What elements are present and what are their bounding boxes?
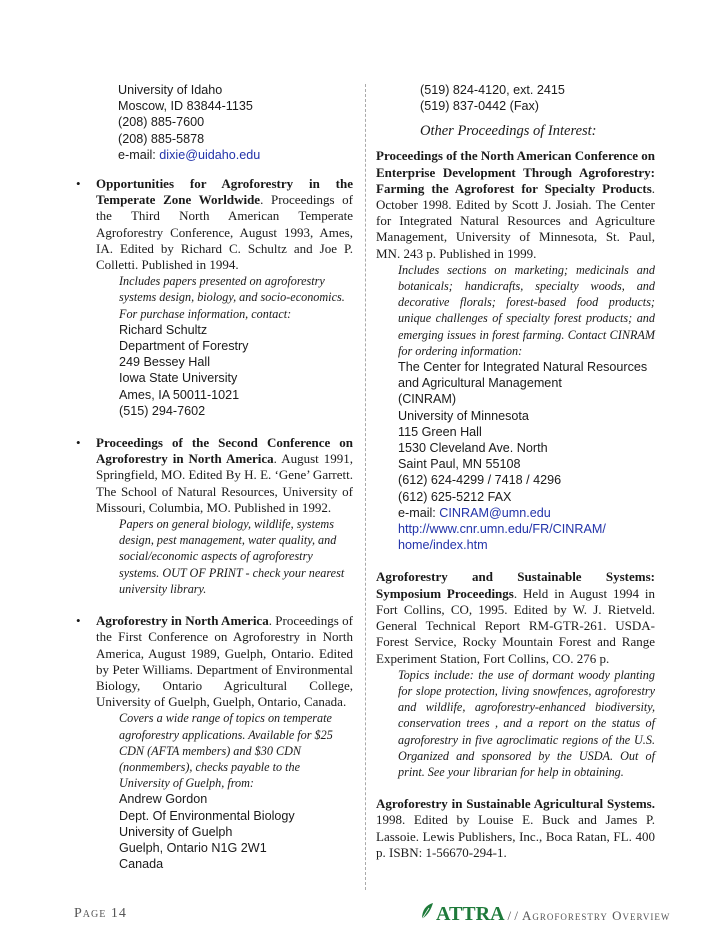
contact-line: Saint Paul, MN 55108 <box>398 457 521 472</box>
email-link[interactable]: CINRAM@umn.edu <box>439 505 551 520</box>
page-number: Page 14 <box>74 906 127 921</box>
contact-email <box>398 505 655 521</box>
footer-brand <box>420 902 670 926</box>
contact-line: (519) 837-0442 (Fax) <box>420 99 540 114</box>
entry-title: Proceedings of the North American Conference on Enterprise Development Through Agroforestry: Farming the Agroforest for Specialty Products <box>376 148 655 196</box>
url-line <box>398 521 655 537</box>
contact-line: (208) 885-7600 <box>118 115 205 130</box>
column-divider <box>365 84 366 890</box>
bullet-icon: • <box>76 435 81 451</box>
contact-line: University of Guelph <box>119 824 233 839</box>
footer-title: Agroforestry Overview <box>522 908 671 923</box>
proceedings-entry <box>376 148 655 261</box>
contact-line: Department of Forestry <box>119 339 249 354</box>
contact-line: Canada <box>119 857 164 872</box>
bullet-item <box>74 613 353 710</box>
entry-body: . October 1998. Edited by Scott J. Josiah. The Center for Integrated Natural Resources and Agriculture Management, University of Minnesota, St. Paul, MN. 243 p. Published in 1999. <box>376 180 655 261</box>
bullet-item <box>74 176 353 273</box>
contact-line: Iowa State University <box>119 371 238 386</box>
attra-logo <box>420 902 505 926</box>
contact-line: (515) 294-7602 <box>119 403 206 418</box>
contact-line: (519) 824-4120, ext. 2415 <box>420 83 565 97</box>
contact-line: University of Minnesota <box>398 408 529 423</box>
url-link[interactable]: http://www.cnr.umn.edu/FR/CINRAM/ <box>398 522 606 537</box>
item-title: Proceedings of the Second Conference on Agroforestry in North America <box>96 435 353 467</box>
item-title: Opportunities for Agroforestry in the Temperate Zone Worldwide <box>96 176 353 208</box>
item-details <box>74 710 353 872</box>
item-note: Covers a wide range of topics on temperate agroforestry applications. Available for $25 CDN (AFTA members) and $30 CDN (nonmembers), checks payable to the University of Guelph, from: <box>119 711 333 791</box>
contact-line: 249 Bessey Hall <box>119 355 211 370</box>
bullet-item <box>74 435 353 516</box>
item-details <box>74 273 353 419</box>
footer-separator: / / <box>507 908 519 923</box>
contact-line: 1530 Cleveland Ave. North <box>398 441 548 456</box>
contact-line: (208) 885-5878 <box>118 131 205 146</box>
entry-note: Includes sections on marketing; medicinals and botanicals; handicrafts, specialty woods, and decorative florals; forest-based food products; unique challenges of specialty forest products; and emerging issues in forest farming. Contact CINRAM for ordering information: <box>398 262 655 358</box>
entry-title: Agroforestry and Sustainable Systems: Symposium Proceedings <box>376 569 655 601</box>
item-title: Agroforestry in North America <box>96 613 269 629</box>
contact-line: University of Idaho <box>118 83 223 97</box>
item-body: . Proceedings of the First Conference on Agroforestry in North America, August 1989, Guelph, Ontario. Edited by Peter Williams. Department of Environmental Biology, Ontario Agricultural College, University of Guelph, Guelph, Ontario, Canada. <box>96 613 353 710</box>
entry-note: Topics include: the use of dormant woody planting for slope protection, living snowfences, agroforestry and wildlife, agroforestry-enhanced biodiversity, conservation trees , and a report on the status of agroforestry in five agroclimatic regions of the U.S. Organized and sponsored by the USDA. Out of print. See your librarian for help in obtaining. <box>398 667 655 779</box>
email-link[interactable]: dixie@uidaho.edu <box>159 147 261 162</box>
logo-text: ATTRA <box>436 903 505 925</box>
contact-line: and Agricultural Management <box>398 376 562 391</box>
url-link-continued[interactable]: home/index.htm <box>398 538 488 553</box>
right-column <box>376 82 655 861</box>
contact-line: Moscow, ID 83844-1135 <box>118 99 253 114</box>
contact-line: (612) 624-4299 / 7418 / 4296 <box>398 473 562 488</box>
section-heading: Other Proceedings of Interest: <box>420 123 597 140</box>
leaf-icon <box>420 902 434 920</box>
bullet-icon: • <box>76 613 81 629</box>
item-note: Papers on general biology, wildlife, systems design, pest management, water quality, and social/economic aspects of agroforestry systems. OUT OF PRINT - check your nearest university library. <box>119 517 345 596</box>
contact-line: Guelph, Ontario N1G 2W1 <box>119 840 267 855</box>
entry-contact <box>376 359 655 553</box>
entry-title: Agroforestry in Sustainable Agricultural Systems. <box>376 796 655 812</box>
contact-line: The Center for Integrated Natural Resources <box>398 360 648 375</box>
contact-line: 115 Green Hall <box>398 424 482 439</box>
item-details <box>74 516 353 597</box>
contact-line: (CINRAM) <box>398 392 457 407</box>
contact-line: (612) 625-5212 FAX <box>398 489 512 504</box>
contact-line: Andrew Gordon <box>119 792 208 807</box>
entry-body: 1998. Edited by Louise E. Buck and James P. Lassoie. Lewis Publishers, Inc., Boca Ratan, FL. 400 p. ISBN: 1-56670-294-1. <box>376 812 655 860</box>
contact-email <box>74 147 353 163</box>
email-label: e-mail: <box>398 505 436 520</box>
contact-line: Richard Schultz <box>119 322 208 337</box>
url-line <box>398 537 655 553</box>
left-column <box>74 82 353 872</box>
contact-line: Dept. Of Environmental Biology <box>119 808 295 823</box>
item-note: Includes papers presented on agroforestry systems design, biology, and socio-economics. For purchase information, contact: <box>119 274 345 321</box>
contact-line: Ames, IA 50011-1021 <box>119 387 240 402</box>
item-body: . August 1991, Springfield, MO. Edited By H. E. ‘Gene’ Garrett. The School of Natural Resources, University of Missouri, Columbia, MO. Published in 1992. <box>96 451 353 515</box>
email-label: e-mail: <box>118 147 156 162</box>
bullet-icon: • <box>76 176 81 192</box>
entry-body: . Held in August 1994 in Fort Collins, CO, 1995. Edited by W. J. Rietveld. General Technical Report RM-GTR-261. USDA-Forest Service, Rocky Mountain Forest and Range Experiment Station, Fort Collins, CO. 276 p. <box>376 585 656 666</box>
proceedings-entry <box>376 796 655 861</box>
proceedings-entry <box>376 569 655 666</box>
item-body: . Proceedings of the Third North American Temperate Agroforestry Conference, August 1993, Ames, IA. Edited by Richard C. Schultz and Joe P. Colletti. Published in 1994. <box>96 192 353 273</box>
